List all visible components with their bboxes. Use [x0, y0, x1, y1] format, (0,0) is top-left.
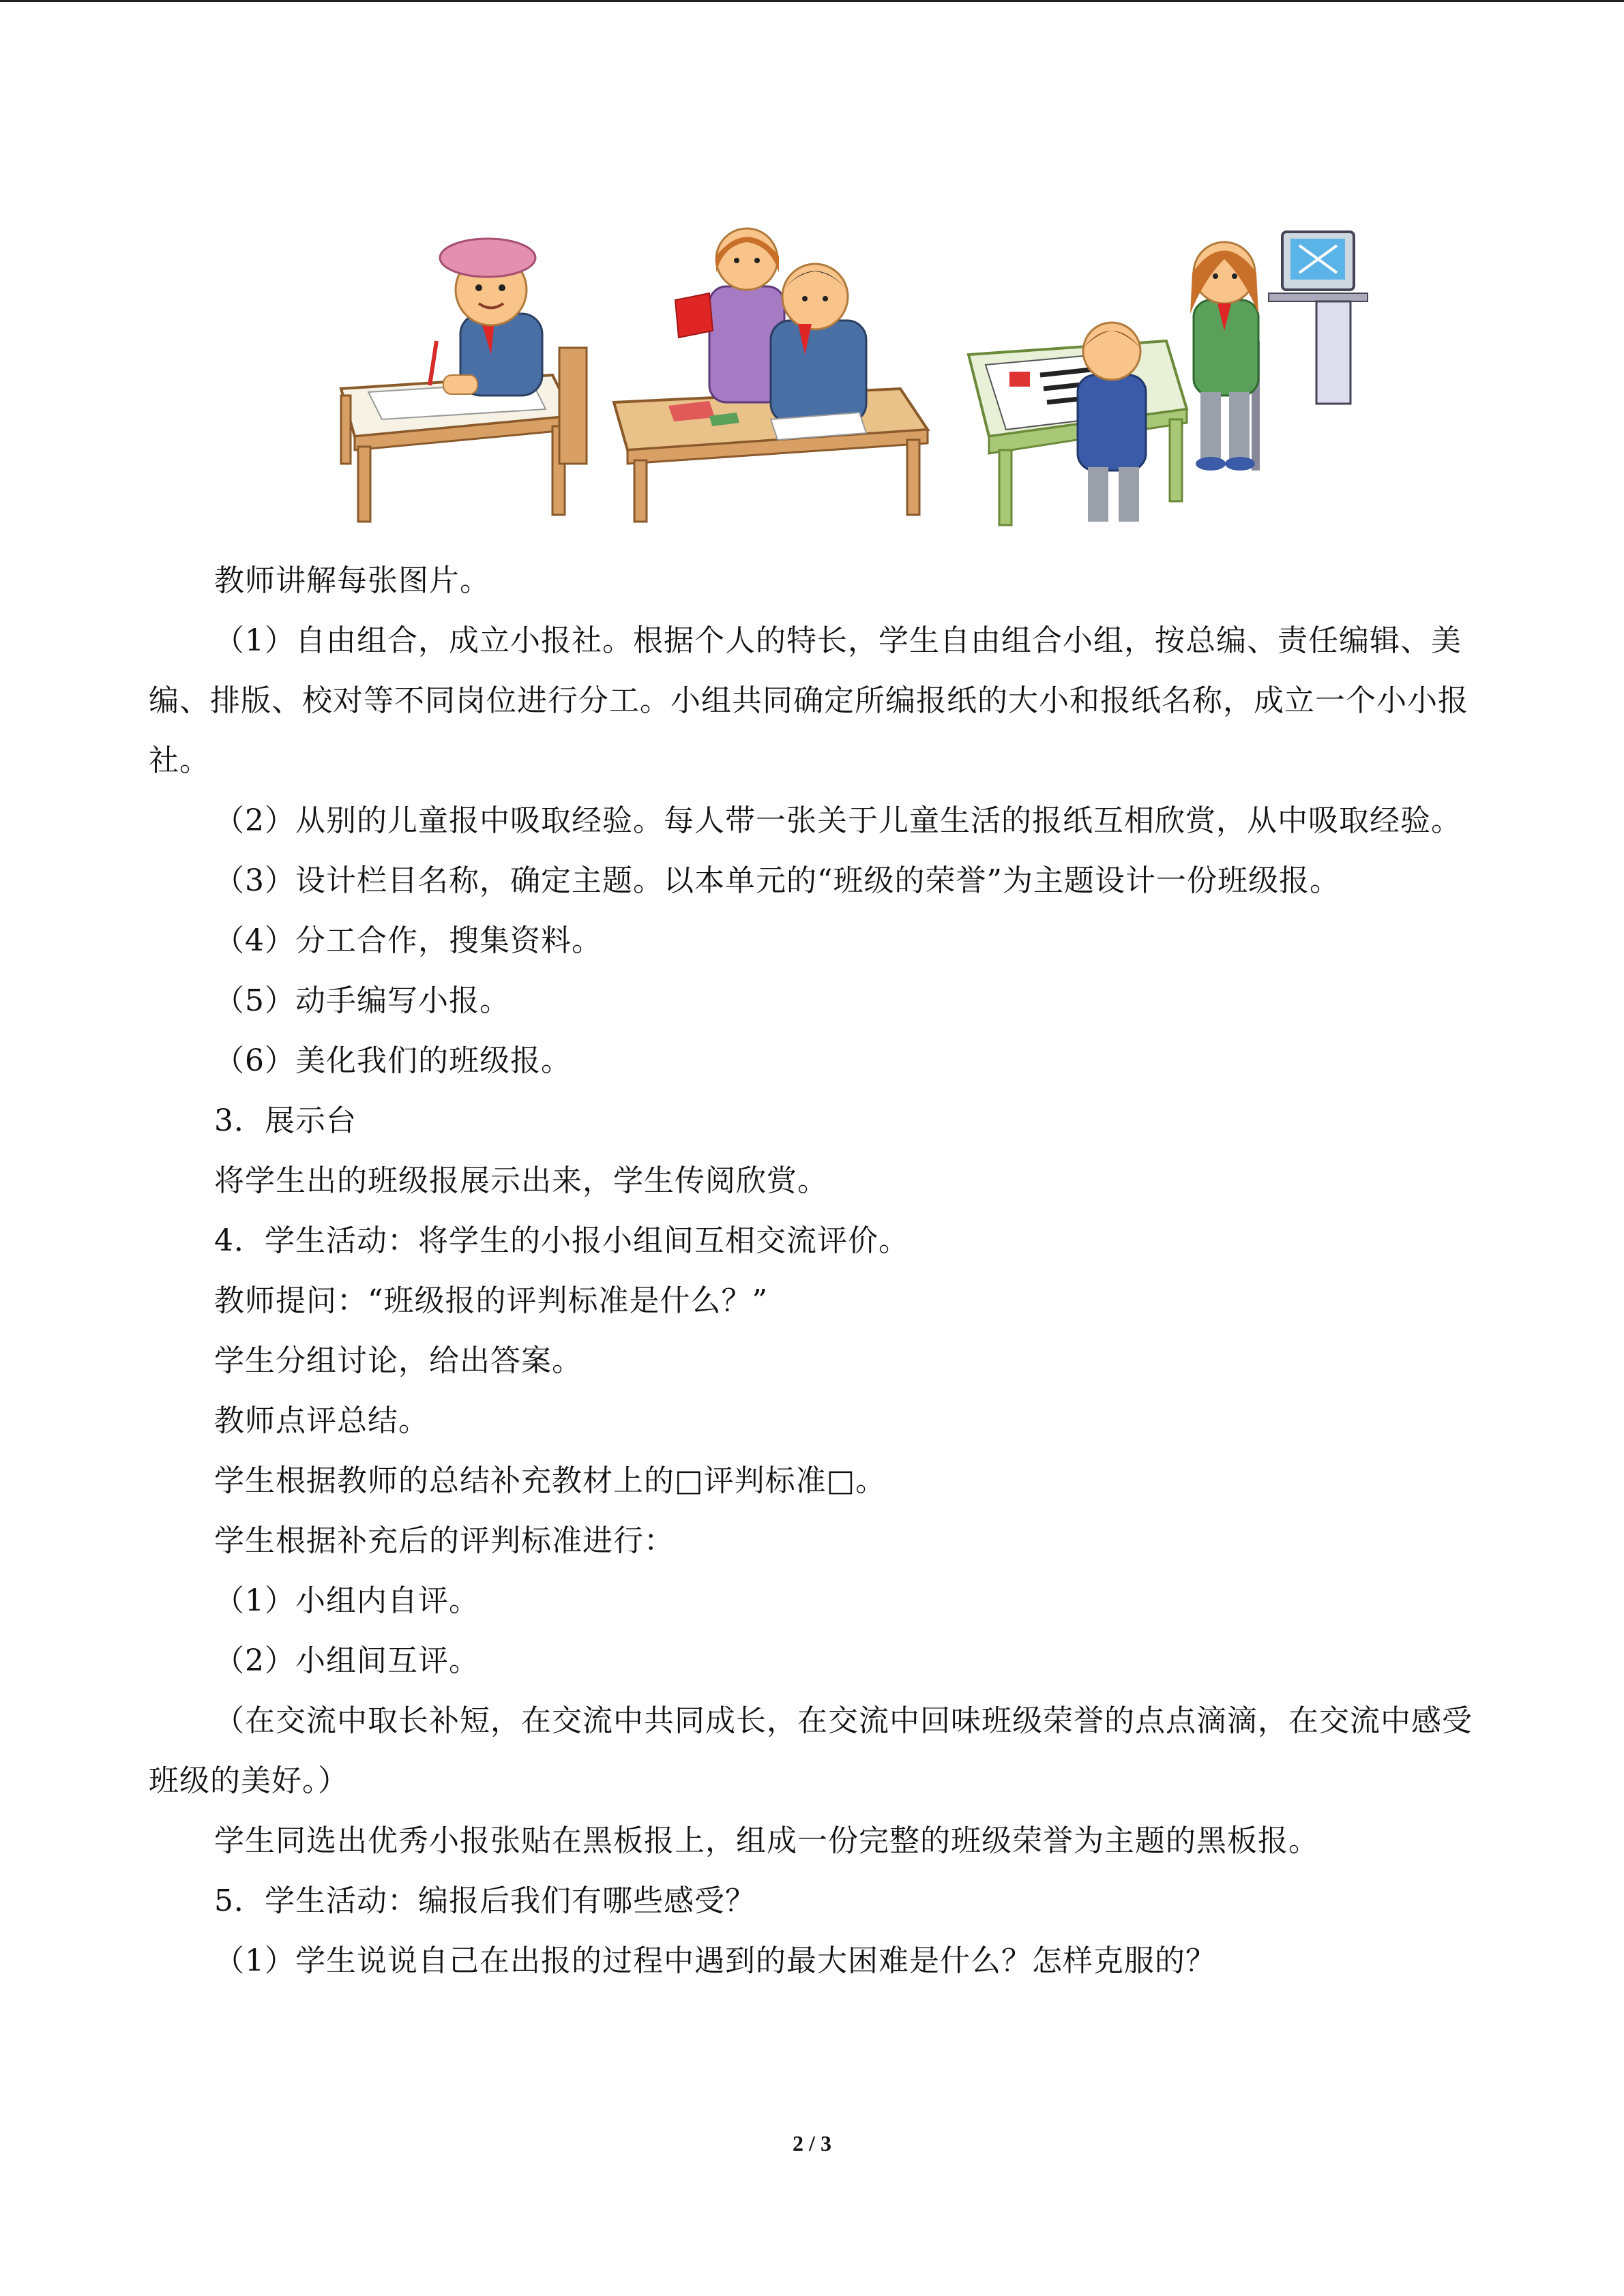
paragraph: 教师讲解每张图片。 [214, 563, 490, 598]
section-heading: 3．展示台 [214, 1103, 357, 1138]
section-heading: 4．学生活动：将学生的小报小组间互相交流评价。 [214, 1223, 909, 1258]
paragraph: 教师提问：“班级报的评判标准是什么？” [214, 1283, 768, 1318]
paragraph: （在交流中取长补短，在交流中共同成长，在交流中回味班级荣誉的点点滴滴，在交流中感受班级的美好。） [149, 1703, 1473, 1798]
list-item: （5）动手编写小报。 [214, 983, 510, 1018]
top-border [0, 0, 1624, 2]
body-text [149, 551, 1486, 1991]
paragraph: 学生同选出优秀小报张贴在黑板报上，组成一份完整的班级荣誉为主题的黑板报。 [214, 1823, 1319, 1858]
list-item: （4）分工合作，搜集资料。 [214, 923, 602, 958]
list-item: （2）小组间互评。 [214, 1643, 479, 1678]
children-making-newspaper-illustration [327, 218, 1378, 539]
section-heading: 5．学生活动：编报后我们有哪些感受？ [214, 1883, 756, 1918]
paragraph: 学生分组讨论，给出答案。 [214, 1343, 582, 1378]
girl-computer-figure [1190, 232, 1368, 471]
list-item: （3）设计栏目名称，确定主题。以本单元的“班级的荣誉”为主题设计一份班级报。 [214, 863, 1340, 898]
list-item: （1）小组内自评。 [214, 1583, 479, 1618]
paragraph: 将学生出的班级报展示出来，学生传阅欣赏。 [214, 1163, 828, 1198]
boy-drawing-figure [341, 239, 587, 522]
list-item: （6）美化我们的班级报。 [214, 1043, 572, 1078]
list-item: （1）学生说说自己在出报的过程中遇到的最大困难是什么？怎样克服的？ [214, 1943, 1216, 1978]
children-cutting-figure [614, 228, 928, 522]
paragraph: （1）自由组合，成立小报社。根据个人的特长，学生自由组合小组，按总编、责任编辑、美编、排版、校对等不同岗位进行分工。小组共同确定所编报纸的大小和报纸名称，成立一个小小报社。 [149, 623, 1468, 778]
paragraph: （2）从别的儿童报中吸取经验。每人带一张关于儿童生活的报纸互相欣赏，从中吸取经验。 [214, 803, 1462, 838]
paragraph: 学生根据补充后的评判标准进行： [214, 1523, 675, 1558]
boy-layout-figure [969, 323, 1187, 525]
paragraph: 教师点评总结。 [214, 1403, 429, 1438]
paragraph: 学生根据教师的总结补充教材上的□评判标准□。 [214, 1463, 887, 1498]
page-number: 2 / 3 [793, 2131, 831, 2156]
